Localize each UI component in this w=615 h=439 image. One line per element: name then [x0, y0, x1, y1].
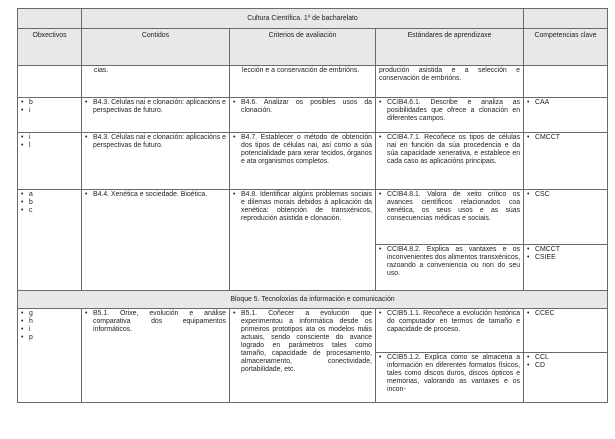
contents-cell — [82, 133, 230, 190]
criteria-item: • B5.1. Coñecer a evolución que experimentou a informática desde os primeiros prototipos ata os modelos máis actuais, sendo consciente do avance logrado en parámetros tales como tamaño, capacidade de procesamento, almacenamento, conectividade, portabilidade, etc. — [233, 310, 372, 374]
table-row — [18, 66, 608, 98]
standards-cell — [376, 98, 524, 133]
criteria-item: • B4.6. Analizar os posibles usos da clonación. — [233, 99, 372, 115]
table-title-spacer — [524, 9, 608, 29]
table-row — [18, 309, 608, 353]
criteria-cell — [230, 98, 376, 133]
objective-item: • g — [21, 310, 78, 318]
standard-item: • CCIB5.1.2. Explica como se almacena a información en diferentes formatos físicos, tales como discos duros, discos ópticos e memorias, valorando as vantaxes e os incon- — [379, 354, 520, 394]
standard-item: • CCIB4.8.2. Explica as vantaxes e os inconvenientes dos alimentos transxénicos, razoando a conveniencia ou non do seu uso. — [379, 246, 520, 278]
competence-item: • CSIEE — [527, 254, 604, 262]
column-header-contents: Contidos — [82, 29, 230, 66]
content-item: • B4.4. Xenética e sociedade. Bioética. — [85, 191, 226, 199]
objectives-cell — [18, 133, 82, 190]
criteria-cell — [230, 133, 376, 190]
objective-item: • b — [21, 199, 78, 207]
objectives-cell — [18, 309, 82, 403]
standard-item: • CCIB4.8.1. Valora de xeito crítico os avances científicos relacionados coa xenética, os seus usos e as súas consecuencias médicas e sociais. — [379, 191, 520, 223]
competences-cell — [524, 66, 608, 98]
objective-item: • c — [21, 207, 78, 215]
objective-item: • i — [21, 107, 78, 115]
standards-cell — [376, 133, 524, 190]
objective-item: • i — [21, 134, 78, 142]
criteria-cell — [230, 190, 376, 291]
column-header-objectives: Obxectivos — [18, 29, 82, 66]
criteria-item: • B4.8. Identificar algúns problemas sociais e dilemas morais debidos á aplicación da xenética: obtención de transxénicos, reprodución asistida e clonación. — [233, 191, 372, 223]
objectives-cell — [18, 66, 82, 98]
contents-cell: cias. — [82, 66, 230, 98]
column-header-standards: Estándares de aprendizaxe — [376, 29, 524, 66]
objectives-cell — [18, 98, 82, 133]
criteria-cell: lección e a conservación de embrións. — [230, 66, 376, 98]
standards-cell — [376, 190, 524, 245]
objectives-cell — [18, 190, 82, 291]
objective-item: • h — [21, 318, 78, 326]
competences-cell — [524, 133, 608, 190]
competence-item: • CSC — [527, 191, 604, 199]
standard-item: • CCIB5.1.1. Recoñece a evolución histórica do computador en termos de tamaño e capacidade de proceso. — [379, 310, 520, 334]
standards-cell — [376, 245, 524, 291]
competence-item: • CMCCT — [527, 246, 604, 254]
contents-cell — [82, 98, 230, 133]
block-heading-row — [18, 291, 608, 309]
table-row — [18, 133, 608, 190]
contents-cell — [82, 309, 230, 403]
table-title-row — [18, 9, 608, 29]
document-page — [17, 8, 607, 403]
column-header-competences: Competencias clave — [524, 29, 608, 66]
content-item: • B4.3. Células nai e clonación: aplicacións e perspectivas de futuro. — [85, 99, 226, 115]
table-title: Cultura Científica. 1º de bacharelato — [82, 9, 524, 29]
standards-cell — [376, 309, 524, 353]
competence-item: • CCEC — [527, 310, 604, 318]
competences-cell — [524, 309, 608, 353]
table-row — [18, 190, 608, 245]
content-item: • B5.1. Orixe, evolución e análise comparativa dos equipamentos informáticos. — [85, 310, 226, 334]
column-header-row — [18, 29, 608, 66]
competence-item: • CD — [527, 362, 604, 370]
standard-item: • CCIB4.6.1. Describe e analiza as posibilidades que ofrece a clonación en diferentes campos. — [379, 99, 520, 123]
competence-item: • CMCCT — [527, 134, 604, 142]
contents-cell — [82, 190, 230, 291]
block-heading: Bloque 5. Tecnoloxías da información e comunicación — [18, 291, 608, 309]
competences-cell — [524, 245, 608, 291]
competence-item: • CCL — [527, 354, 604, 362]
competences-cell — [524, 98, 608, 133]
criteria-item: • B4.7. Establecer o método de obtención dos tipos de células nai, así como a súa potencialidade para xerar tecidos, órganos e ata organismos completos. — [233, 134, 372, 166]
objective-item: • p — [21, 334, 78, 342]
objective-item: • l — [21, 142, 78, 150]
objective-item: • b — [21, 99, 78, 107]
content-item: • B4.3. Células nai e clonación: aplicacións e perspectivas de futuro. — [85, 134, 226, 150]
standards-cell: produción asistida e a selección e conservación de embrións. — [376, 66, 524, 98]
competences-cell — [524, 353, 608, 403]
competence-item: • CAA — [527, 99, 604, 107]
curriculum-table — [17, 8, 608, 403]
table-row — [18, 98, 608, 133]
column-header-criteria: Criterios de avaliación — [230, 29, 376, 66]
standards-cell — [376, 353, 524, 403]
standard-item: • CCIB4.7.1. Recoñece os tipos de células nai en función da súa procedencia e da súa capacidade xenerativa, e establece en cada caso as aplicacións principais. — [379, 134, 520, 166]
objective-item: • i — [21, 326, 78, 334]
objective-item: • a — [21, 191, 78, 199]
table-title-spacer — [18, 9, 82, 29]
competences-cell — [524, 190, 608, 245]
criteria-cell — [230, 309, 376, 403]
